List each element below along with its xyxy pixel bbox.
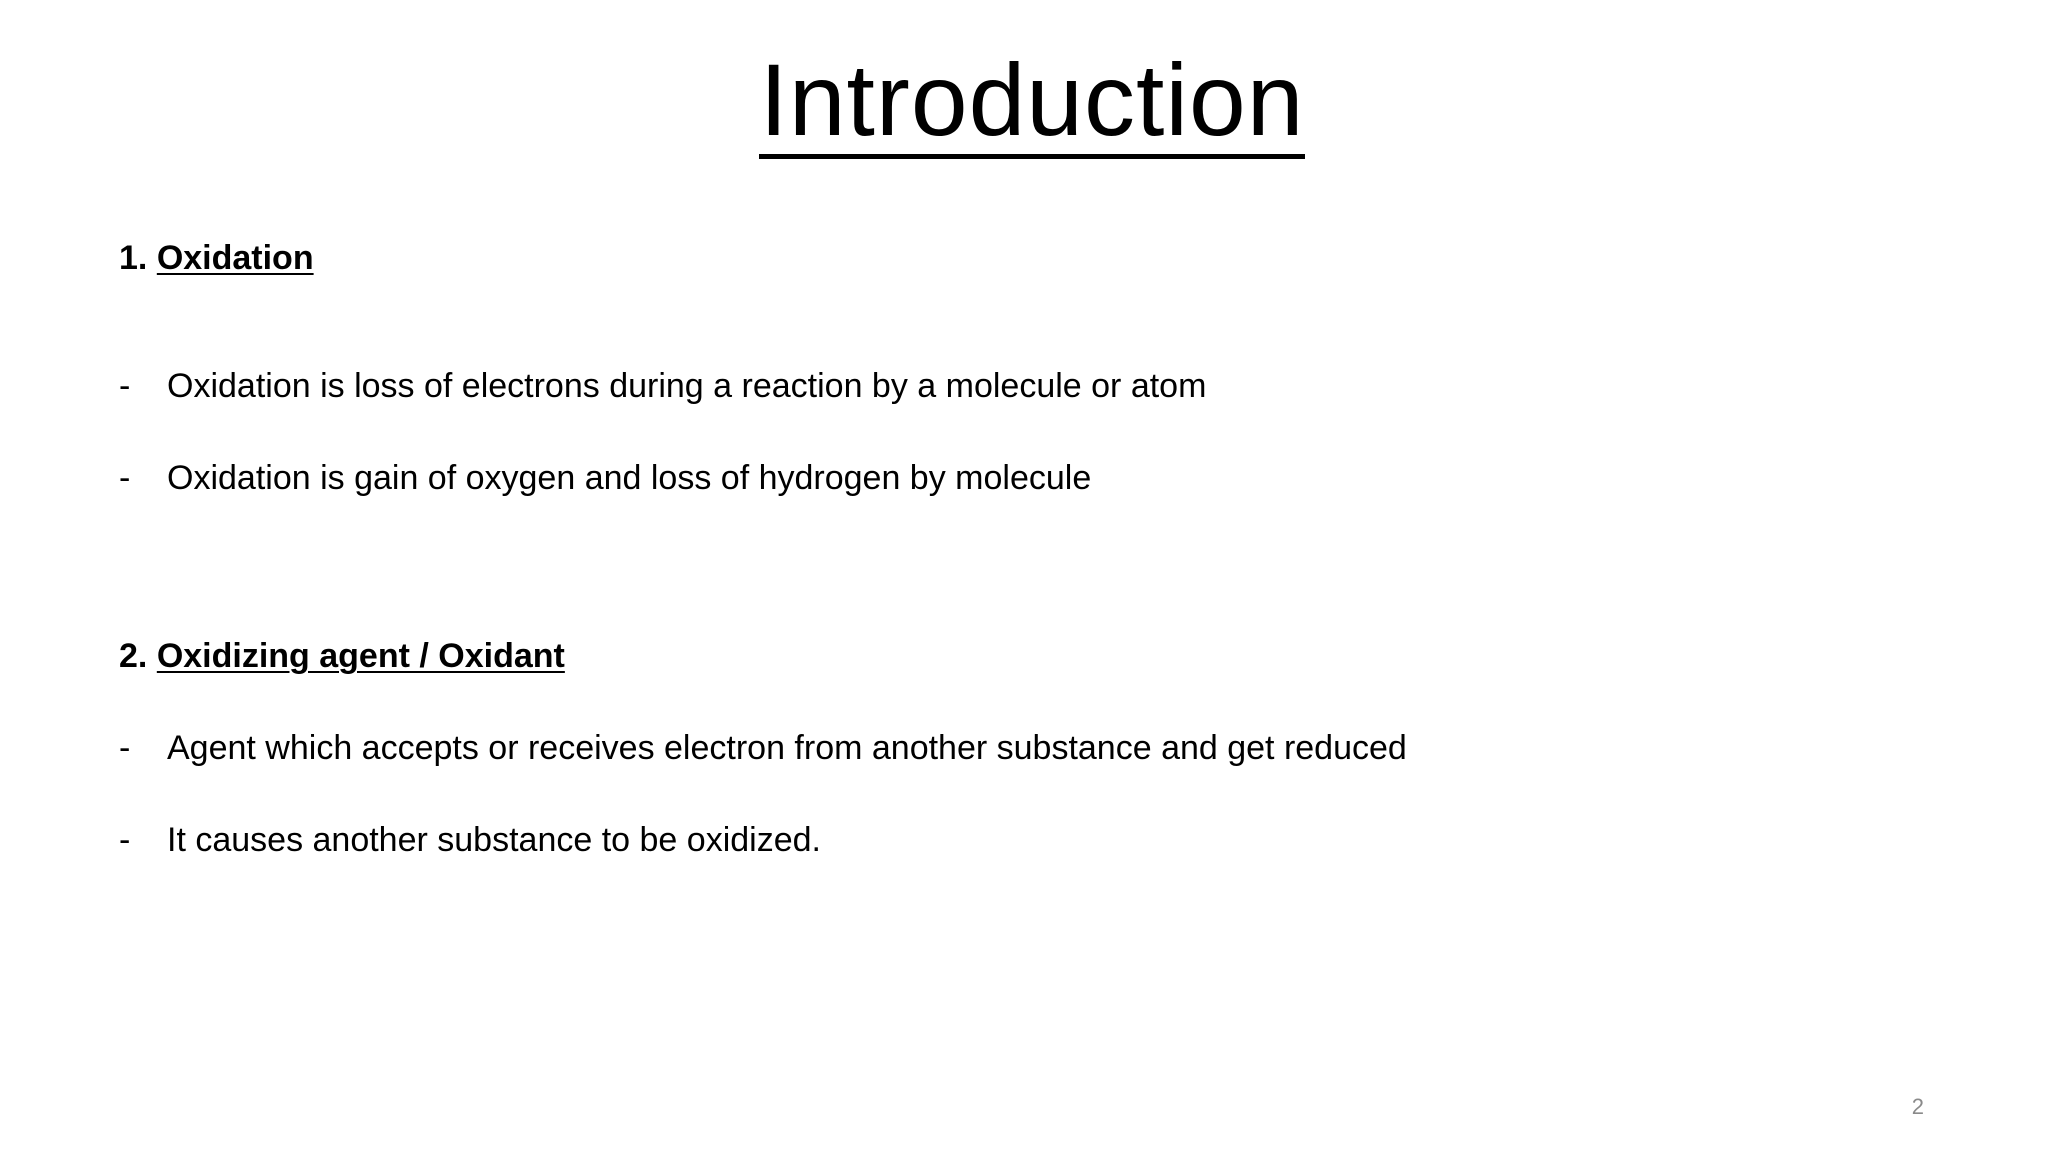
section-number: 1. [119, 239, 148, 277]
bullet-text: Agent which accepts or receives electron from another substance and get reduced [167, 729, 1407, 767]
section-number: 2. [119, 637, 148, 675]
section-heading-text: Oxidizing agent / Oxidant [156, 637, 565, 675]
bullet-item [119, 458, 1091, 498]
bullet-dash: - [119, 459, 131, 497]
bullet-item [119, 820, 821, 860]
bullet-text: It causes another substance to be oxidized. [167, 821, 821, 859]
bullet-text: Oxidation is loss of electrons during a reaction by a molecule or atom [167, 367, 1207, 405]
section-heading-oxidation [119, 238, 314, 278]
bullet-dash: - [119, 367, 131, 405]
bullet-text: Oxidation is gain of oxygen and loss of hydrogen by molecule [167, 459, 1092, 497]
bullet-item [119, 728, 1407, 768]
slide-title [0, 40, 2048, 160]
bullet-dash: - [119, 729, 131, 767]
slide-title-text: Introduction [759, 43, 1305, 157]
section-heading-oxidizing-agent [119, 636, 565, 676]
section-heading-text: Oxidation [156, 239, 314, 277]
bullet-dash: - [119, 821, 131, 859]
bullet-item [119, 366, 1206, 406]
page-number: 2 [1911, 1094, 1924, 1119]
